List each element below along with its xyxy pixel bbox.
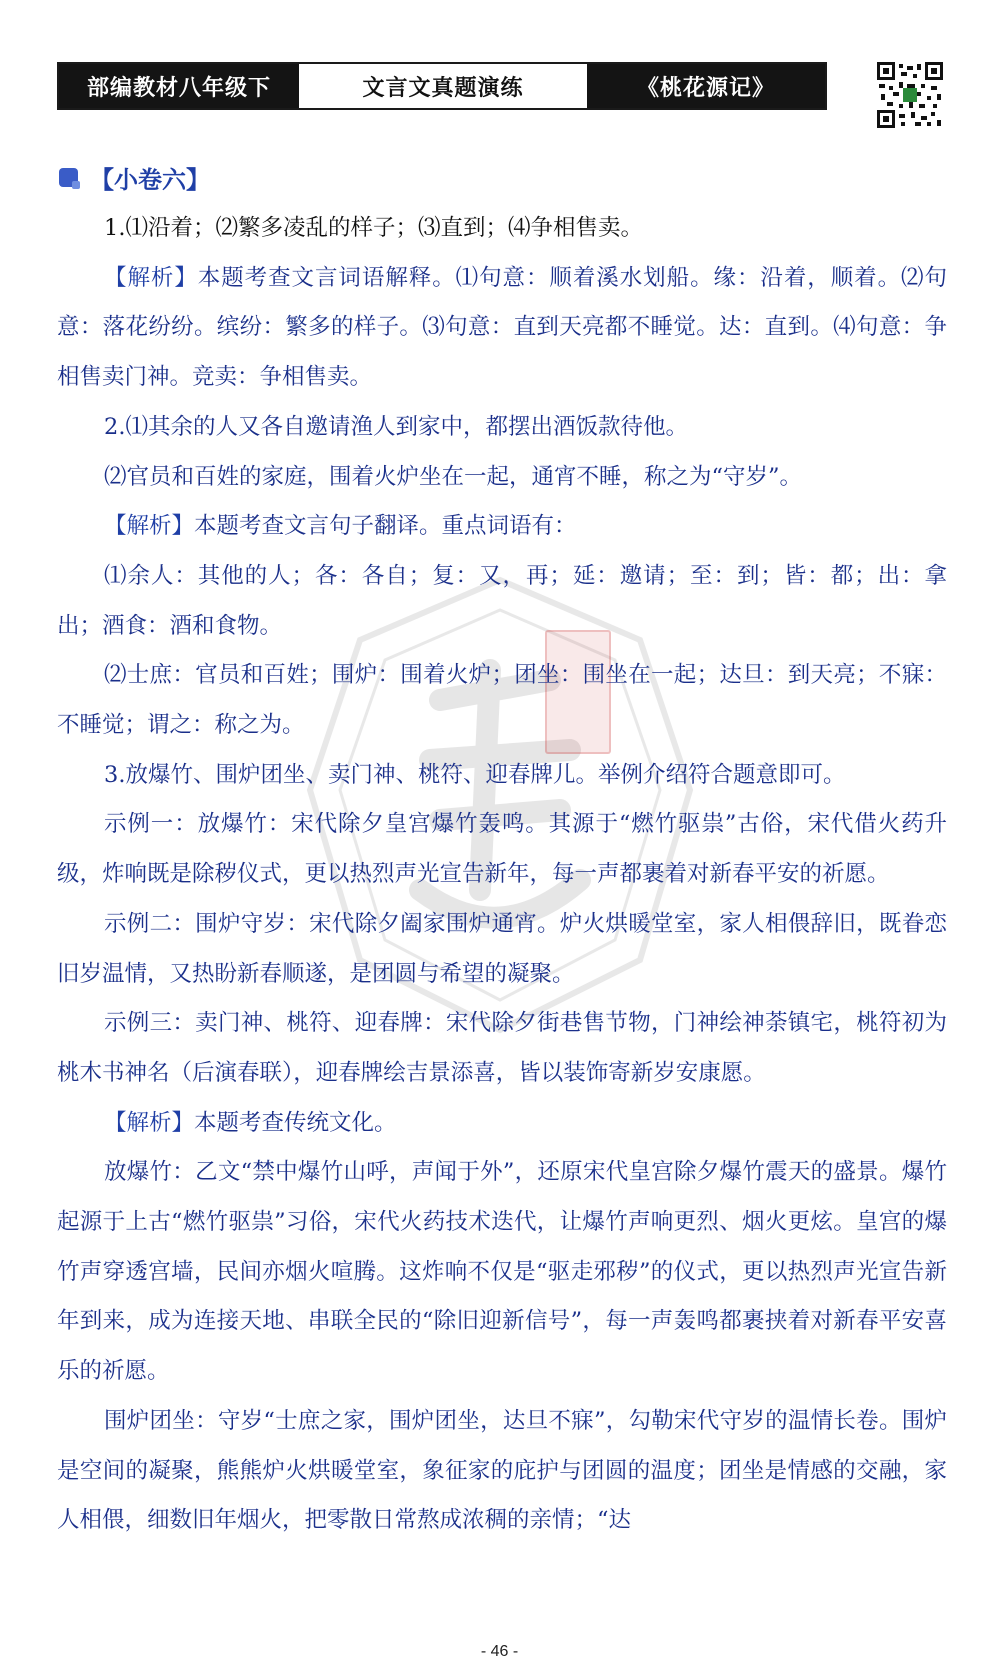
- analysis-tag: 【解析】: [104, 1109, 195, 1136]
- example-line: 示例三：卖门神、桃符、迎春牌：宋代除夕街巷售节物，门神绘神荼镇宅，桃符初为桃木书神名（后演春联），迎春牌绘吉景添喜，皆以装饰寄新岁安康愿。: [57, 1010, 947, 1086]
- analysis-line: 【解析】本题考查文言词语解释。⑴句意：顺着溪水划船。缘：沿着，顺着。⑵句意：落花纷纷。缤纷：繁多的样子。⑶句意：直到天亮都不睡觉。达：直到。⑷句意：争相售卖门神。竞卖：争相售卖。: [57, 264, 947, 391]
- analysis-line: 【解析】本题考查文言句子翻译。重点词语有：: [104, 513, 577, 540]
- section-heading: [58, 160, 210, 195]
- answer-line: 3.放爆竹、围炉团坐、卖门神、桃符、迎春牌儿。举例介绍符合题意即可。: [104, 761, 846, 788]
- header-grade: 部编教材八年级下: [59, 64, 299, 108]
- analysis-line: 【解析】本题考查传统文化。: [104, 1109, 397, 1136]
- answer-line: 1.⑴沿着；⑵繁多凌乱的样子；⑶直到；⑷争相售卖。: [104, 215, 643, 241]
- header-lesson: 《桃花源记》: [587, 64, 825, 108]
- example-line: 示例二：围炉守岁：宋代除夕阖家围炉通宵。炉火烘暖堂室，家人相偎辞旧，既眷恋旧岁温情，又热盼新春顺遂，是团圆与希望的凝聚。: [57, 910, 947, 987]
- analysis-line: ⑵士庶：官员和百姓；围炉：围着火炉；团坐：围坐在一起；达旦：到天亮；不寐：不睡觉；谓之：称之为。: [57, 662, 947, 739]
- page-number: - 46 -: [480, 1643, 519, 1660]
- example-line: 示例一：放爆竹：宋代除夕皇宫爆竹轰鸣。其源于“燃竹驱祟”古俗，宋代借火药升级，炸响既是除秽仪式，更以热烈声光宣告新年，每一声都裹着对新春平安的祈愿。: [57, 811, 947, 888]
- answer-content: [57, 204, 947, 1546]
- analysis-paragraph: 围炉团坐：守岁“士庶之家，围炉团坐，达旦不寐”，勾勒宋代守岁的温情长卷。围炉是空间的凝聚，熊熊炉火烘暖堂室，象征家的庇护与团圆的温度；团坐是情感的交融，家人相偎，细数旧年烟火，把零散日常熬成浓稠的亲情；“达: [57, 1407, 947, 1534]
- header-bar: [57, 62, 827, 110]
- analysis-tag: 【解析】: [104, 513, 195, 540]
- answer-line: 2.⑴其余的人又各自邀请渔人到家中，都摆出酒饭款待他。: [104, 413, 688, 440]
- analysis-tag: 【解析】: [104, 264, 198, 291]
- analysis-line: ⑴余人：其他的人；各：各自；复：又，再；延：邀请；至：到；皆：都；出：拿出；酒食：酒和食物。: [57, 562, 947, 639]
- section-title: 【小卷六】: [90, 165, 210, 194]
- bookmark-icon: [58, 166, 82, 190]
- analysis-paragraph: 放爆竹：乙文“禁中爆竹山呼，声闻于外”，还原宋代皇宫除夕爆竹震天的盛景。爆竹起源于上古“燃竹驱祟”习俗，宋代火药技术迭代，让爆竹声响更烈、烟火更炫。皇宫的爆竹声穿透宫墙，民间亦烟火喧腾。这炸响不仅是“驱走邪秽”的仪式，更以热烈声光宣告新年到来，成为连接天地、串联全民的“除旧迎新信号”，每一声轰鸣都裹挟着对新春平安喜乐的祈愿。: [57, 1159, 947, 1385]
- answer-line: ⑵官员和百姓的家庭，围着火炉坐在一起，通宵不睡，称之为“守岁”。: [104, 463, 803, 490]
- header-topic: 文言文真题演练: [299, 64, 587, 108]
- qr-code-icon[interactable]: [877, 62, 943, 128]
